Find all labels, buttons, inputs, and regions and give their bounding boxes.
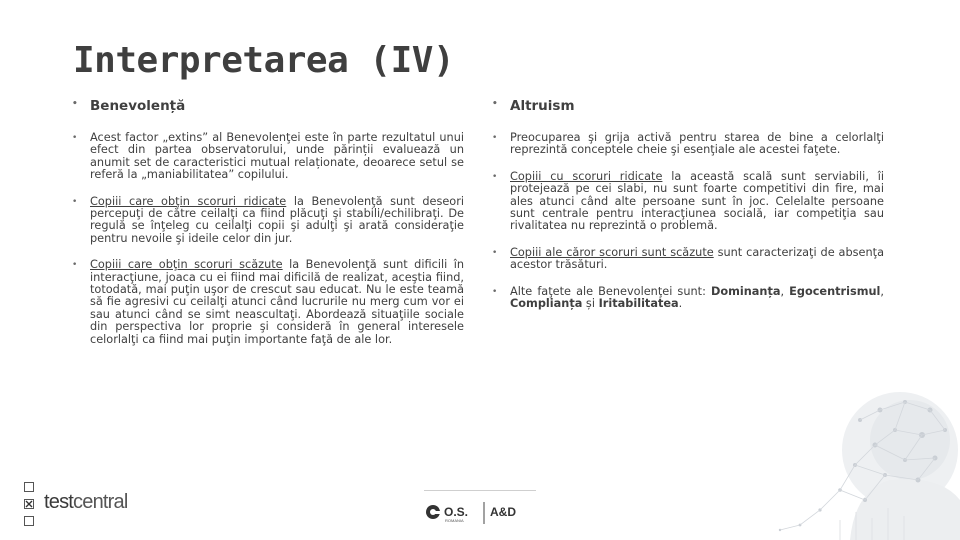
list-item <box>72 132 464 182</box>
separator: . <box>678 297 683 311</box>
decorative-brain-network-image <box>660 380 960 540</box>
bullet-text <box>90 259 464 346</box>
bullet-text: Preocuparea şi grija activă pentru starea de bine a celorlalţi reprezintă conceptele cheie şi esenţiale ale acestei faţete. <box>510 131 884 157</box>
bullet-text <box>90 196 464 246</box>
bullet-dot: • <box>492 99 498 109</box>
list-item <box>72 259 464 346</box>
wordmark-part: test <box>44 491 74 513</box>
list-item <box>492 132 884 157</box>
bullet-dot: • <box>492 133 498 143</box>
left-column <box>72 96 464 360</box>
list-item <box>492 247 884 272</box>
facet-complianta: Complianța <box>510 297 583 311</box>
checkbox-icon <box>24 482 34 492</box>
bullet-text <box>510 171 884 233</box>
separator: , <box>880 284 884 298</box>
checked-box-icon <box>24 499 34 509</box>
x-mark-icon <box>25 500 33 508</box>
right-column <box>492 96 884 324</box>
bullet-text: Acest factor „extins” al Benevolenţei este în parte rezultatul unui efect din partea observatorului, unde părinții evaluează un anumit set de caracteristici mutual relaționate, deoarece setul se referă la „maniabilitatea” copilului. <box>90 131 464 182</box>
ad-logo-text: A&D <box>490 505 516 519</box>
bullet-rest: la Benevolenţă sunt deseori percepuţi de către ceilalţi ca fiind plăcuţi şi stabili/echilibraţi. De regulă se înţeleg cu ceilalţi copii şi adulţi şi arată consideraţie pentru nevoile şi ideile celor din jur. <box>90 194 464 245</box>
bullet-dot: • <box>492 171 498 182</box>
heading-altruism <box>492 98 884 114</box>
underlined-phrase: Copiii ale căror scoruri sunt scăzute <box>510 245 714 259</box>
list-item <box>492 171 884 233</box>
bullet-rest: sunt caracterizaţi de absenţa acestor trăsături. <box>510 245 884 272</box>
os-logo-sub: ROMANIA <box>445 518 464 523</box>
separator: , <box>780 284 790 298</box>
list-item <box>492 286 884 311</box>
heading-text: Altruism <box>510 98 575 114</box>
os-romania-and-ad-logos <box>424 492 536 530</box>
facet-egocentrism: Egocentrismul <box>789 284 881 298</box>
wordmark-part: central <box>73 491 128 513</box>
separator: și <box>582 297 599 311</box>
heading-text: Benevolență <box>90 98 186 114</box>
facet-dominanta: Dominanța <box>710 284 781 298</box>
bullet-dot: • <box>72 99 78 109</box>
bullet-rest: la această scală sunt serviabili, îi protejează pe cei slabi, nu sunt foarte competitivi din fire, mai ales atunci când alte persoane sunt în joc. Celelalte persoane sunt centrale pentru interacţiunea socială, iar competiţia sau rivalitatea nu reprezintă o problemă. <box>510 169 884 233</box>
testcentral-logo <box>24 480 144 530</box>
bullet-dot: • <box>72 196 78 207</box>
bullet-dot: • <box>72 133 78 143</box>
heading-benevolenta <box>72 98 464 114</box>
underlined-phrase: Copiii care obţin scoruri scăzute <box>90 258 283 272</box>
bullet-dot: • <box>492 286 498 297</box>
partner-logos <box>424 490 536 530</box>
bullet-pre: Alte faţete ale Benevolenţei sunt: <box>510 284 711 298</box>
bullet-rest: la Benevolenţă sunt dificili în interacţiune, joaca cu ei fiind mai dificilă de realizat, aceştia fiind, totodată, mai puţin uşor de crescut sau educat. Nu le este teamă să fie agresivi cu ceilalţi atunci când lucrurile nu merg cum vor ei sau atunci când se simt neascultaţi. Abordează situaţiile sociale din perspectiva lor proprie şi consideră în general interesele celorlalţi ca fiind mai puţin importante faţă de ale lor. <box>90 258 464 346</box>
underlined-phrase: Copiii cu scoruri ridicate <box>510 169 663 183</box>
bullet-text <box>510 286 884 311</box>
underlined-phrase: Copiii care obţin scoruri ridicate <box>90 194 287 208</box>
bullet-text <box>510 247 884 272</box>
facet-iritabilitate: Iritabilitatea <box>598 297 679 311</box>
divider <box>424 490 536 491</box>
os-logo-text: O.S. <box>444 505 469 519</box>
page-title: Interpretarea (IV) <box>73 40 455 81</box>
bullet-dot: • <box>492 247 498 258</box>
bullet-dot: • <box>72 260 78 271</box>
list-item <box>72 196 464 246</box>
checkbox-icon <box>24 516 34 526</box>
testcentral-wordmark <box>44 491 127 514</box>
